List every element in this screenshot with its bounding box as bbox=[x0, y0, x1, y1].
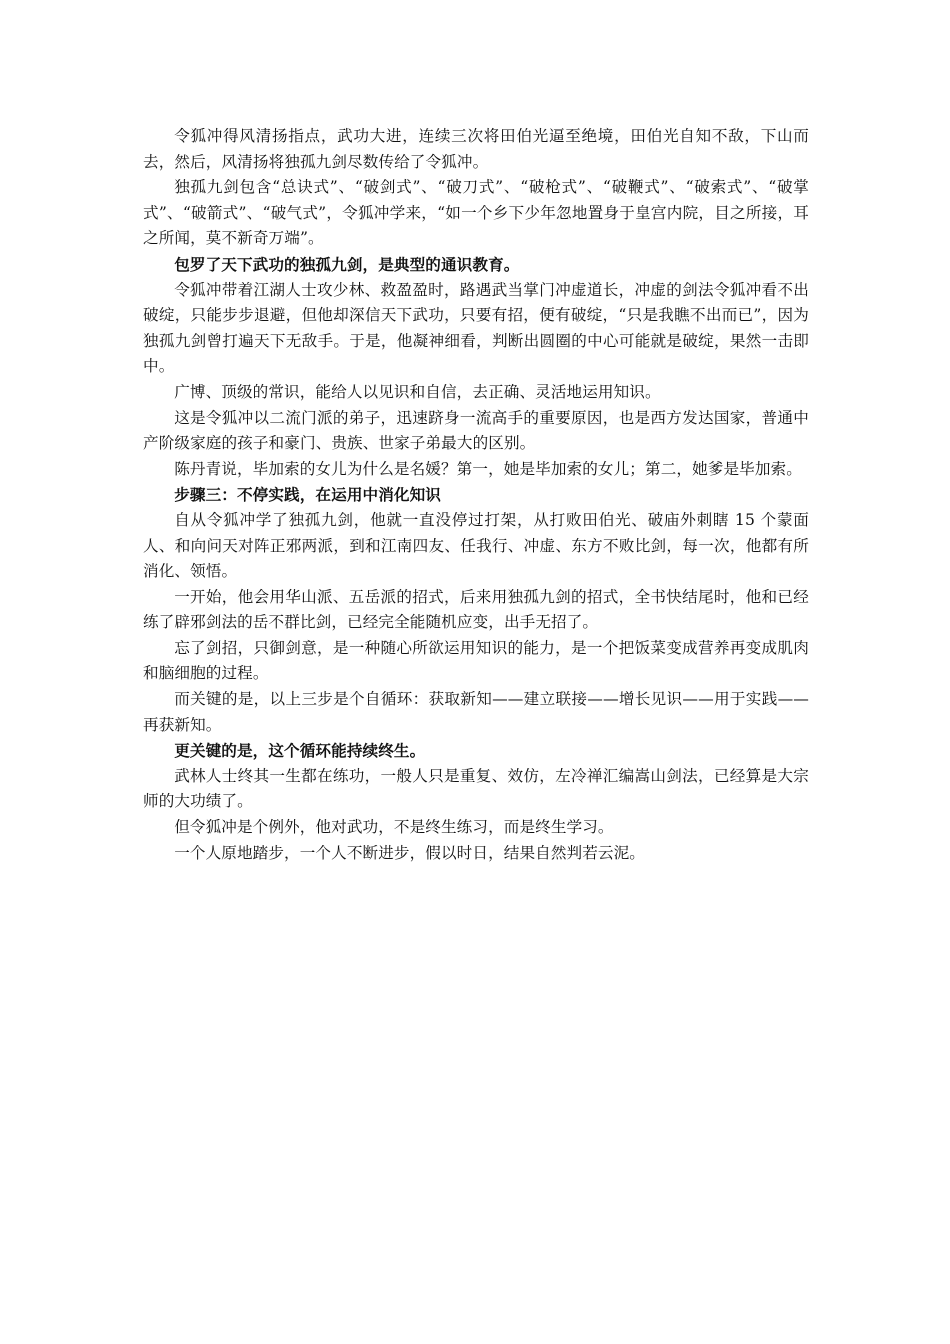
document-body bbox=[143, 124, 809, 866]
bold-statement: 更关键的是，这个循环能持续终生。 bbox=[174, 741, 426, 761]
paragraph: 武林人士终其一生都在练功，一般人只是重复、效仿，左冷禅汇编嵩山剑法，已经算是大宗师的大功绩了。 bbox=[143, 766, 809, 811]
section-heading: 步骤三：不停实践，在运用中消化知识 bbox=[174, 485, 441, 505]
paragraph: 一个人原地踏步，一个人不断进步，假以时日，结果自然判若云泥。 bbox=[174, 843, 646, 862]
paragraph: 陈丹青说，毕加索的女儿为什么是名媛？第一，她是毕加索的女儿；第二，她爹是毕加索。 bbox=[174, 459, 802, 478]
paragraph: 这是令狐冲以二流门派的弟子，迅速跻身一流高手的重要原因，也是西方发达国家，普通中产阶级家庭的孩子和豪门、贵族、世家子弟最大的区别。 bbox=[143, 408, 809, 453]
paragraph: 一开始，他会用华山派、五岳派的招式，后来用独孤九剑的招式，全书快结尾时，他和已经练了辟邪剑法的岳不群比剑，已经完全能随机应变，出手无招了。 bbox=[143, 587, 809, 632]
paragraph: 而关键的是，以上三步是个自循环：获取新知——建立联接——增长见识——用于实践——再获新知。 bbox=[143, 690, 809, 734]
paragraph: 但令狐冲是个例外，他对武功，不是终生练习，而是终生学习。 bbox=[174, 818, 614, 837]
paragraph: 忘了剑招，只御剑意，是一种随心所欲运用知识的能力，是一个把饭菜变成营养再变成肌肉和脑细胞的过程。 bbox=[143, 638, 809, 683]
paragraph: 独孤九剑包含“总诀式”、“破剑式”、“破刀式”、“破枪式”、“破鞭式”、“破索式”、“破掌式”、“破箭式”、“破气式”，令狐冲学来，“如一个乡下少年忽地置身于皇宫内院，目之所接，耳之所闻，莫不新奇万端”。 bbox=[143, 178, 809, 248]
paragraph: 令狐冲得风清扬指点，武功大进，连续三次将田伯光逼至绝境，田伯光自知不敌，下山而去，然后，风清扬将独孤九剑尽数传给了令狐冲。 bbox=[143, 127, 809, 171]
paragraph: 广博、顶级的常识，能给人以见识和自信，去正确、灵活地运用知识。 bbox=[174, 382, 661, 401]
bold-statement: 包罗了天下武功的独孤九剑，是典型的通识教育。 bbox=[174, 254, 520, 274]
paragraph: 自从令狐冲学了独孤九剑，他就一直没停过打架，从打败田伯光、破庙外刺瞎 15 个蒙面人、和向问天对阵正邪两派，到和江南四友、任我行、冲虚、东方不败比剑，每一次，他都有所消化、领悟。 bbox=[143, 510, 809, 581]
paragraph: 令狐冲带着江湖人士攻少林、救盈盈时，路遇武当掌门冲虚道长，冲虚的剑法令狐冲看不出破绽，只能步步退避，但他却深信天下武功，只要有招，便有破绽，“只是我瞧不出而已”，因为独孤九剑曾打遍天下无敌手。于是，他凝神细看，判断出圆圈的中心可能就是破绽，果然一击即中。 bbox=[143, 280, 809, 376]
